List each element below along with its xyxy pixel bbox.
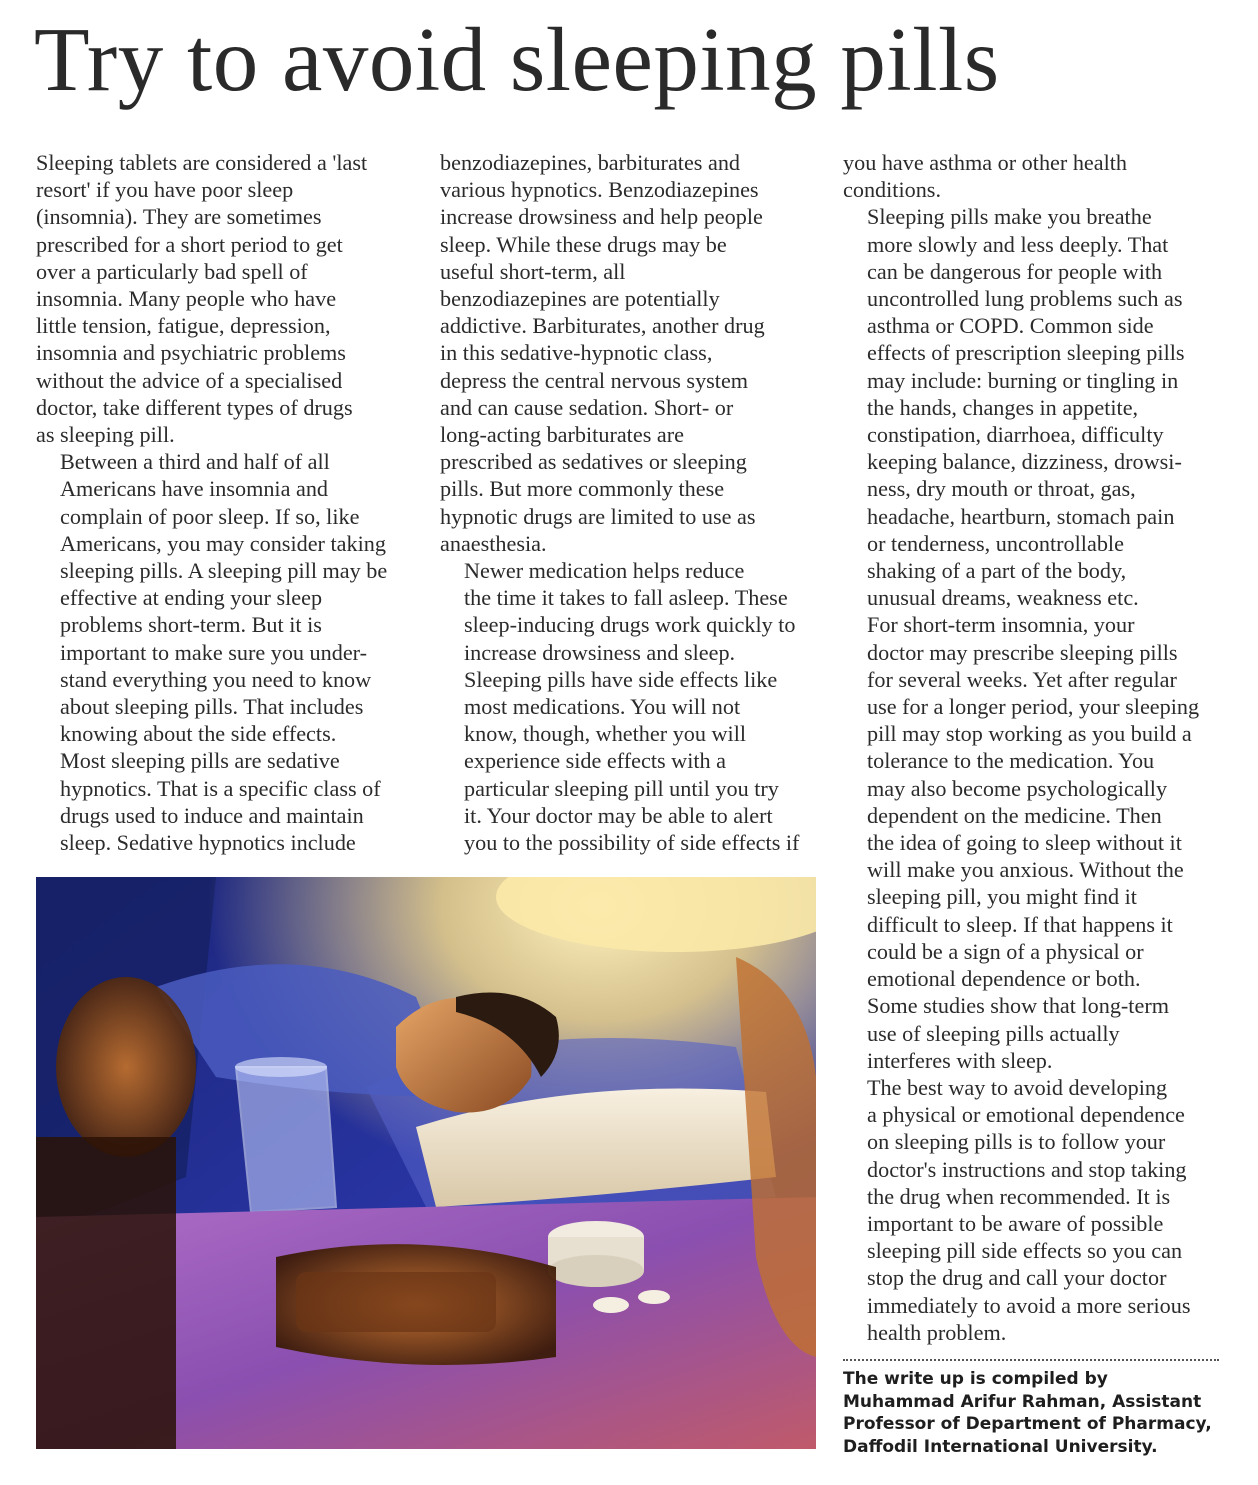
text-line: experience side effects with a	[464, 748, 727, 774]
text-line: asthma or COPD. Common side	[867, 313, 1154, 339]
text-line: important to be aware of possible	[867, 1210, 1164, 1236]
text-line: over a particularly bad spell of	[36, 258, 308, 284]
text-line: use for a longer period, your sleeping	[867, 694, 1200, 720]
text-line: (insomnia). They are sometimes	[36, 204, 322, 230]
text-line: Between a third and half of all	[60, 449, 330, 475]
text-line: know, though, whether you will	[464, 721, 747, 747]
text-line: can be dangerous for people with	[867, 258, 1163, 284]
text-line: benzodiazepines are potentially	[440, 286, 720, 312]
text-line: emotional dependence or both.	[867, 966, 1141, 992]
text-line: Most sleeping pills are sedative	[60, 748, 340, 774]
text-line: drugs used to induce and maintain	[60, 802, 364, 828]
article-photo	[36, 877, 816, 1449]
text-line: benzodiazepines, barbiturates and	[440, 150, 741, 175]
text-line: complain of poor sleep. If so, like	[60, 503, 360, 529]
text-line: For short-term insomnia, your	[867, 612, 1135, 638]
text-line: without the advice of a specialised	[36, 367, 343, 393]
text-line: pill may stop working as you build a	[867, 721, 1192, 747]
text-line: interferes with sleep.	[867, 1047, 1053, 1073]
credit-line: The write up is compiled by	[843, 1369, 1108, 1389]
paragraph	[843, 611, 1233, 1073]
text-line: conditions.	[843, 177, 941, 203]
text-line: shaking of a part of the body,	[867, 558, 1127, 584]
text-line: sleeping pill, you might find it	[867, 884, 1137, 910]
headline: Try to avoid sleeping pills	[34, 9, 1000, 110]
text-line: Newer medication helps reduce	[464, 558, 745, 584]
text-line: could be a sign of a physical or	[867, 938, 1144, 964]
text-line: as sleeping pill.	[36, 422, 175, 448]
text-line: hypnotics. That is a specific class of	[60, 775, 381, 801]
credit-line: Professor of Department of Pharmacy,	[843, 1414, 1212, 1434]
paragraph	[36, 149, 416, 448]
paragraph	[440, 149, 820, 557]
paragraph	[843, 149, 1233, 203]
text-line: depress the central nervous system	[440, 367, 749, 393]
text-line: effects of prescription sleeping pills	[867, 340, 1185, 366]
text-line: sleeping pills. A sleeping pill may be	[60, 558, 388, 584]
text-line: long-acting barbiturates are	[440, 422, 684, 448]
text-line: prescribed for a short period to get	[36, 231, 343, 257]
text-line: a physical or emotional dependence	[867, 1102, 1185, 1128]
article-column-3	[843, 149, 1233, 1346]
text-line: doctor may prescribe sleeping pills	[867, 639, 1178, 665]
text-line: various hypnotics. Benzodiazepines	[440, 177, 759, 203]
credit-divider	[843, 1359, 1219, 1361]
paragraph	[440, 557, 820, 856]
article-column-2	[440, 149, 820, 856]
credit-line: Muhammad Arifur Rahman, Assistant	[843, 1391, 1202, 1412]
text-line: sleep. While these drugs may be	[440, 231, 727, 257]
text-line: addictive. Barbiturates, another drug	[440, 313, 765, 339]
text-line: immediately to avoid a more serious	[867, 1292, 1191, 1318]
text-line: may include: burning or tingling in	[867, 367, 1179, 393]
paragraph	[843, 203, 1233, 611]
text-line: keeping balance, dizziness, drowsi-	[867, 449, 1182, 475]
article-column-1	[36, 149, 416, 856]
text-line: uncontrolled lung problems such as	[867, 286, 1183, 312]
text-line: about sleeping pills. That includes	[60, 694, 364, 720]
text-line: insomnia and psychiatric problems	[36, 340, 346, 366]
text-line: headache, heartburn, stomach pain	[867, 503, 1175, 529]
text-line: The best way to avoid developing	[867, 1074, 1168, 1100]
text-line: little tension, fatigue, depression,	[36, 313, 331, 339]
author-credit	[843, 1368, 1243, 1458]
text-line: on sleeping pills is to follow your	[867, 1129, 1166, 1155]
text-line: Sleeping pills make you breathe	[867, 204, 1152, 230]
text-line: you have asthma or other health	[843, 150, 1128, 175]
text-line: increase drowsiness and help people	[440, 204, 763, 230]
paragraph	[843, 1074, 1233, 1346]
text-line: for several weeks. Yet after regular	[867, 666, 1177, 692]
text-line: the drug when recommended. It is	[867, 1183, 1171, 1209]
text-line: problems short-term. But it is	[60, 612, 322, 638]
text-line: sleeping pill side effects so you can	[867, 1238, 1183, 1264]
text-line: insomnia. Many people who have	[36, 286, 337, 312]
text-line: the idea of going to sleep without it	[867, 830, 1182, 856]
text-line: pills. But more commonly these	[440, 476, 725, 502]
text-line: knowing about the side effects.	[60, 721, 337, 747]
text-line: sleep-inducing drugs work quickly to	[464, 612, 796, 638]
text-line: increase drowsiness and sleep.	[464, 639, 736, 665]
text-line: more slowly and less deeply. That	[867, 231, 1169, 257]
sleeping-man-illustration	[36, 877, 816, 1449]
text-line: difficult to sleep. If that happens it	[867, 911, 1173, 937]
text-line: important to make sure you under-	[60, 639, 368, 665]
text-line: useful short-term, all	[440, 258, 626, 284]
text-line: most medications. You will not	[464, 694, 741, 720]
text-line: Sleeping pills have side effects like	[464, 666, 778, 692]
text-line: the time it takes to fall asleep. These	[464, 585, 788, 611]
text-line: will make you anxious. Without the	[867, 857, 1184, 883]
text-line: doctor, take different types of drugs	[36, 394, 353, 420]
credit-line: Daffodil International University.	[843, 1436, 1158, 1457]
text-line: Some studies show that long-term	[867, 993, 1169, 1019]
paragraph	[36, 448, 416, 747]
text-line: sleep. Sedative hypnotics include	[60, 830, 356, 856]
text-line: you to the possibility of side effects if	[464, 830, 800, 856]
text-line: ness, dry mouth or throat, gas,	[867, 476, 1136, 502]
text-line: health problem.	[867, 1319, 1007, 1345]
text-line: Sleeping tablets are considered a 'last	[36, 150, 368, 175]
paragraph	[36, 747, 416, 856]
text-line: doctor's instructions and stop taking	[867, 1156, 1187, 1182]
text-line: effective at ending your sleep	[60, 585, 323, 611]
text-line: resort' if you have poor sleep	[36, 177, 294, 203]
text-line: stop the drug and call your doctor	[867, 1265, 1167, 1291]
text-line: stand everything you need to know	[60, 666, 372, 692]
text-line: in this sedative-hypnotic class,	[440, 340, 713, 366]
text-line: Americans, you may consider taking	[60, 530, 386, 556]
text-line: anaesthesia.	[440, 530, 547, 556]
text-line: unusual dreams, weakness etc.	[867, 585, 1139, 611]
text-line: constipation, diarrhoea, difficulty	[867, 422, 1164, 448]
text-line: the hands, changes in appetite,	[867, 394, 1139, 420]
text-line: or tenderness, uncontrollable	[867, 530, 1124, 556]
text-line: Americans have insomnia and	[60, 476, 329, 502]
text-line: use of sleeping pills actually	[867, 1020, 1120, 1046]
text-line: may also become psychologically	[867, 775, 1168, 801]
text-line: tolerance to the medication. You	[867, 748, 1155, 774]
text-line: and can cause sedation. Short- or	[440, 394, 734, 420]
text-line: it. Your doctor may be able to alert	[464, 802, 773, 828]
text-line: dependent on the medicine. Then	[867, 802, 1162, 828]
text-line: particular sleeping pill until you try	[464, 775, 779, 801]
text-line: hypnotic drugs are limited to use as	[440, 503, 756, 529]
text-line: prescribed as sedatives or sleeping	[440, 449, 747, 475]
